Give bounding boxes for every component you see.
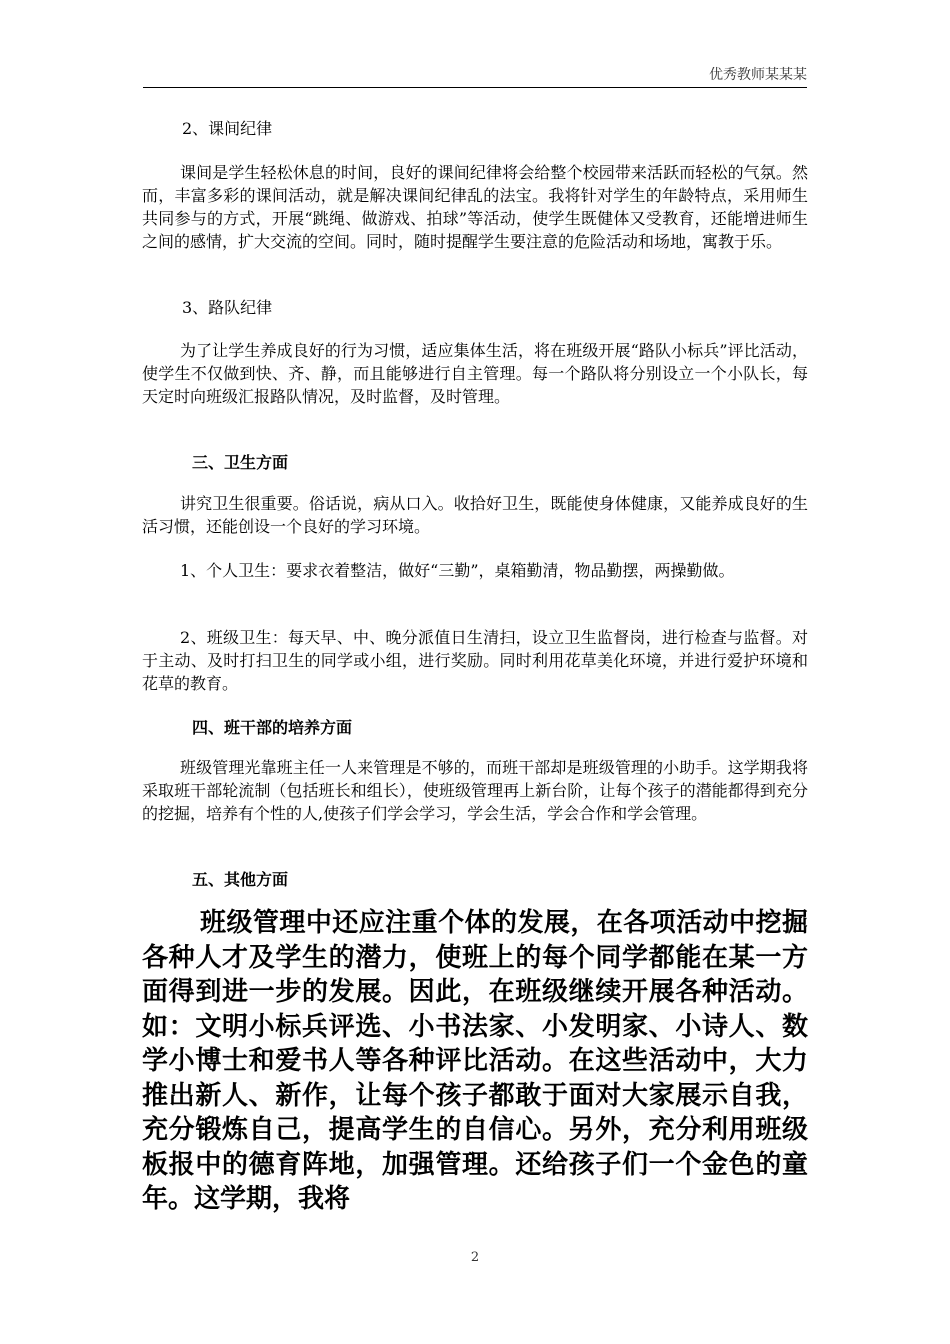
header-rule — [143, 87, 807, 88]
paragraph-class-cadres: 班级管理光靠班主任一人来管理是不够的，而班干部却是班级管理的小助手。这学期我将采取班干部轮流制（包括班长和组长），使班级管理再上新台阶，让每个孩子的潜能都得到充分的挖掘，培养有个性的人,使孩子们学会学习，学会生活，学会合作和学会管理。 — [142, 758, 808, 823]
subsection-title-break-discipline: 2、课间纪律 — [182, 119, 273, 138]
running-header: 优秀教师某某某 — [709, 67, 807, 83]
paragraph-break-discipline: 课间是学生轻松休息的时间，良好的课间纪律将会给整个校园带来活跃而轻松的气氛。然而，丰富多彩的课间活动，就是解决课间纪律乱的法宝。我将针对学生的年龄特点，采用师生共同参与的方式，开展“跳绳、做游戏、拍球”等活动，使学生既健体又受教育，还能增进师生之间的感情，扩大交流的空间。同时，随时提醒学生要注意的危险活动和场地，寓教于乐。 — [142, 163, 808, 251]
subsection-title-queue-discipline: 3、路队纪律 — [182, 298, 273, 317]
page-number: 2 — [470, 1250, 480, 1265]
paragraph-class-hygiene: 2、班级卫生：每天早、中、晚分派值日生清扫，设立卫生监督岗，进行检查与监督。对于主动、及时打扫卫生的同学或小组，进行奖励。同时利用花草美化环境，并进行爱护环境和花草的教育。 — [142, 628, 808, 693]
section-title-hygiene: 三、卫生方面 — [192, 453, 289, 472]
paragraph-hygiene: 讲究卫生很重要。俗话说，病从口入。收拾好卫生，既能使身体健康，又能养成良好的生活习惯，还能创设一个良好的学习环境。 — [142, 494, 808, 536]
paragraph-other-large: 班级管理中还应注重个体的发展，在各项活动中挖掘各种人才及学生的潜力，使班上的每个同学都能在某一方面得到进一步的发展。因此，在班级继续开展各种活动。如：文明小标兵评选、小书法家、小发明家、小诗人、数学小博士和爱书人等各种评比活动。在这些活动中，大力推出新人、新作，让每个孩子都敢于面对大家展示自我，充分锻炼自己，提高学生的自信心。另外，充分利用班级板报中的德育阵地，加强管理。还给孩子们一个金色的童年。这学期，我将 — [142, 908, 808, 1214]
paragraph-queue-discipline: 为了让学生养成良好的行为习惯，适应集体生活，将在班级开展“路队小标兵”评比活动，使学生不仅做到快、齐、静，而且能够进行自主管理。每一个路队将分别设立一个小队长，每天定时向班级汇报路队情况，及时监督，及时管理。 — [142, 341, 808, 406]
paragraph-personal-hygiene: 1、个人卫生：要求衣着整洁，做好“三勤”，桌箱勤清，物品勤摆，两操勤做。 — [180, 561, 735, 580]
section-title-other: 五、其他方面 — [192, 870, 289, 889]
section-title-class-cadres: 四、班干部的培养方面 — [192, 718, 353, 737]
